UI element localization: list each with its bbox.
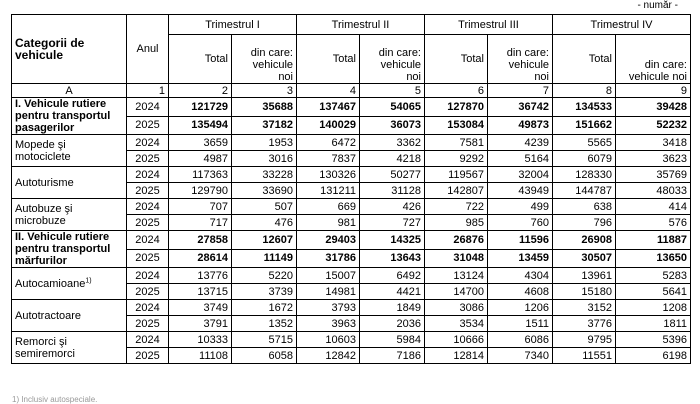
value-cell: 43949 [488, 183, 553, 199]
value-cell: 144787 [553, 183, 616, 199]
value-cell: 3791 [169, 316, 232, 332]
value-cell: 3086 [425, 300, 488, 316]
value-cell: 10333 [169, 332, 232, 348]
value-cell: 135494 [169, 116, 232, 135]
header-year: Anul [127, 15, 169, 84]
value-cell: 26908 [553, 231, 616, 250]
value-cell: 717 [169, 215, 232, 231]
value-cell: 151662 [553, 116, 616, 135]
column-index: 3 [232, 84, 297, 98]
header-quarter-4: Trimestrul IV [553, 15, 691, 35]
category-cell: Autobuze şi microbuze [12, 199, 127, 231]
category-cell: Mopede şi motociclete [12, 135, 127, 167]
value-cell: 13715 [169, 284, 232, 300]
category-cell: Remorci şi semiremorci [12, 332, 127, 364]
header-total: Total [425, 35, 488, 84]
value-cell: 1672 [232, 300, 297, 316]
value-cell: 26876 [425, 231, 488, 250]
value-cell: 14325 [360, 231, 425, 250]
value-cell: 5283 [616, 268, 691, 284]
year-cell: 2025 [127, 316, 169, 332]
value-cell: 121729 [169, 98, 232, 117]
value-cell: 760 [488, 215, 553, 231]
value-cell: 28614 [169, 249, 232, 268]
value-cell: 1206 [488, 300, 553, 316]
header-new: din care: vehicule noi [488, 35, 553, 84]
value-cell: 3152 [553, 300, 616, 316]
value-cell: 15007 [297, 268, 360, 284]
table-row [12, 98, 691, 117]
value-cell: 54065 [360, 98, 425, 117]
value-cell: 5220 [232, 268, 297, 284]
value-cell: 1511 [488, 316, 553, 332]
table-row [12, 300, 691, 316]
value-cell: 5396 [616, 332, 691, 348]
value-cell: 131211 [297, 183, 360, 199]
header-new: din care: vehicule noi [616, 35, 691, 84]
column-index: 4 [297, 84, 360, 98]
value-cell: 796 [553, 215, 616, 231]
value-cell: 414 [616, 199, 691, 215]
year-cell: 2024 [127, 135, 169, 151]
value-cell: 981 [297, 215, 360, 231]
value-cell: 9795 [553, 332, 616, 348]
value-cell: 11108 [169, 348, 232, 364]
table-row [12, 332, 691, 348]
value-cell: 6198 [616, 348, 691, 364]
column-index: 8 [553, 84, 616, 98]
value-cell: 36742 [488, 98, 553, 117]
value-cell: 11596 [488, 231, 553, 250]
value-cell: 722 [425, 199, 488, 215]
header-total: Total [169, 35, 232, 84]
value-cell: 499 [488, 199, 553, 215]
value-cell: 426 [360, 199, 425, 215]
header-new: din care: vehicule noi [232, 35, 297, 84]
value-cell: 142807 [425, 183, 488, 199]
year-cell: 2024 [127, 199, 169, 215]
value-cell: 6472 [297, 135, 360, 151]
category-cell: Autocamioane$^{1)}$ [12, 268, 127, 300]
year-cell: 2025 [127, 151, 169, 167]
table-row [12, 135, 691, 151]
value-cell: 35769 [616, 167, 691, 183]
value-cell: 33228 [232, 167, 297, 183]
year-cell: 2025 [127, 249, 169, 268]
value-cell: 5565 [553, 135, 616, 151]
value-cell: 1849 [360, 300, 425, 316]
value-cell: 13124 [425, 268, 488, 284]
column-index: 5 [360, 84, 425, 98]
value-cell: 5984 [360, 332, 425, 348]
value-cell: 4987 [169, 151, 232, 167]
value-cell: 31048 [425, 249, 488, 268]
value-cell: 4239 [488, 135, 553, 151]
value-cell: 127870 [425, 98, 488, 117]
value-cell: 13961 [553, 268, 616, 284]
header-category: Categorii de vehicule [12, 15, 127, 84]
category-cell: II. Vehicule rutiere pentru transportul mărfurilor [12, 231, 127, 268]
value-cell: 29403 [297, 231, 360, 250]
value-cell: 727 [360, 215, 425, 231]
column-index: 2 [169, 84, 232, 98]
value-cell: 39428 [616, 98, 691, 117]
value-cell: 48033 [616, 183, 691, 199]
value-cell: 12607 [232, 231, 297, 250]
value-cell: 3418 [616, 135, 691, 151]
value-cell: 707 [169, 199, 232, 215]
value-cell: 13650 [616, 249, 691, 268]
year-cell: 2025 [127, 116, 169, 135]
table-row [12, 167, 691, 183]
value-cell: 11149 [232, 249, 297, 268]
value-cell: 36073 [360, 116, 425, 135]
value-cell: 49873 [488, 116, 553, 135]
year-cell: 2024 [127, 332, 169, 348]
header-new: din care: vehicule noi [360, 35, 425, 84]
header-quarter-1: Trimestrul I [169, 15, 297, 35]
value-cell: 3362 [360, 135, 425, 151]
year-cell: 2024 [127, 268, 169, 284]
year-cell: 2025 [127, 348, 169, 364]
value-cell: 15180 [553, 284, 616, 300]
value-cell: 33690 [232, 183, 297, 199]
value-cell: 4218 [360, 151, 425, 167]
value-cell: 137467 [297, 98, 360, 117]
value-cell: 7581 [425, 135, 488, 151]
year-cell: 2025 [127, 215, 169, 231]
table-row [12, 231, 691, 250]
value-cell: 985 [425, 215, 488, 231]
value-cell: 52232 [616, 116, 691, 135]
column-index: 1 [127, 84, 169, 98]
value-cell: 6086 [488, 332, 553, 348]
value-cell: 638 [553, 199, 616, 215]
value-cell: 1352 [232, 316, 297, 332]
value-cell: 7837 [297, 151, 360, 167]
value-cell: 2036 [360, 316, 425, 332]
table-row [12, 268, 691, 284]
header-quarter-2: Trimestrul II [297, 15, 425, 35]
value-cell: 4608 [488, 284, 553, 300]
value-cell: 11887 [616, 231, 691, 250]
value-cell: 9292 [425, 151, 488, 167]
value-cell: 3739 [232, 284, 297, 300]
year-cell: 2024 [127, 231, 169, 250]
value-cell: 13459 [488, 249, 553, 268]
value-cell: 10666 [425, 332, 488, 348]
value-cell: 11551 [553, 348, 616, 364]
category-cell: I. Vehicule rutiere pentru transportul pasagerilor [12, 98, 127, 135]
year-cell: 2024 [127, 167, 169, 183]
column-index: 7 [488, 84, 553, 98]
table-row [12, 199, 691, 215]
value-cell: 27858 [169, 231, 232, 250]
value-cell: 7186 [360, 348, 425, 364]
value-cell: 13776 [169, 268, 232, 284]
value-cell: 129790 [169, 183, 232, 199]
year-cell: 2025 [127, 284, 169, 300]
value-cell: 3749 [169, 300, 232, 316]
value-cell: 1811 [616, 316, 691, 332]
column-index: 9 [616, 84, 691, 98]
category-cell: Autoturisme [12, 167, 127, 199]
value-cell: 10603 [297, 332, 360, 348]
value-cell: 3016 [232, 151, 297, 167]
value-cell: 6079 [553, 151, 616, 167]
value-cell: 50277 [360, 167, 425, 183]
value-cell: 3793 [297, 300, 360, 316]
column-index: A [12, 84, 127, 98]
value-cell: 4304 [488, 268, 553, 284]
value-cell: 12814 [425, 348, 488, 364]
value-cell: 3623 [616, 151, 691, 167]
value-cell: 6058 [232, 348, 297, 364]
value-cell: 130326 [297, 167, 360, 183]
value-cell: 13643 [360, 249, 425, 268]
value-cell: 117363 [169, 167, 232, 183]
value-cell: 35688 [232, 98, 297, 117]
value-cell: 134533 [553, 98, 616, 117]
header-quarter-3: Trimestrul III [425, 15, 553, 35]
category-cell: Autotractoare [12, 300, 127, 332]
year-cell: 2024 [127, 98, 169, 117]
value-cell: 1208 [616, 300, 691, 316]
footnote-marker: 1) [85, 276, 92, 284]
header-total: Total [553, 35, 616, 84]
value-cell: 32004 [488, 167, 553, 183]
value-cell: 31128 [360, 183, 425, 199]
value-cell: 153084 [425, 116, 488, 135]
value-cell: 1953 [232, 135, 297, 151]
value-cell: 576 [616, 215, 691, 231]
value-cell: 3534 [425, 316, 488, 332]
value-cell: 31786 [297, 249, 360, 268]
value-cell: 7340 [488, 348, 553, 364]
value-cell: 37182 [232, 116, 297, 135]
value-cell: 5641 [616, 284, 691, 300]
value-cell: 4421 [360, 284, 425, 300]
table-body [12, 98, 691, 364]
column-index-row [12, 84, 691, 98]
unit-note: - număr - [637, 0, 678, 11]
value-cell: 3776 [553, 316, 616, 332]
value-cell: 128330 [553, 167, 616, 183]
footnote: 1) Inclusiv autospeciale. [12, 395, 98, 404]
value-cell: 669 [297, 199, 360, 215]
vehicle-registrations-table [11, 14, 691, 364]
value-cell: 3963 [297, 316, 360, 332]
value-cell: 14981 [297, 284, 360, 300]
value-cell: 6492 [360, 268, 425, 284]
value-cell: 5715 [232, 332, 297, 348]
value-cell: 5164 [488, 151, 553, 167]
value-cell: 140029 [297, 116, 360, 135]
value-cell: 14700 [425, 284, 488, 300]
column-index: 6 [425, 84, 488, 98]
value-cell: 3659 [169, 135, 232, 151]
value-cell: 30507 [553, 249, 616, 268]
header-total: Total [297, 35, 360, 84]
value-cell: 119567 [425, 167, 488, 183]
year-cell: 2025 [127, 183, 169, 199]
value-cell: 476 [232, 215, 297, 231]
value-cell: 12842 [297, 348, 360, 364]
year-cell: 2024 [127, 300, 169, 316]
value-cell: 507 [232, 199, 297, 215]
